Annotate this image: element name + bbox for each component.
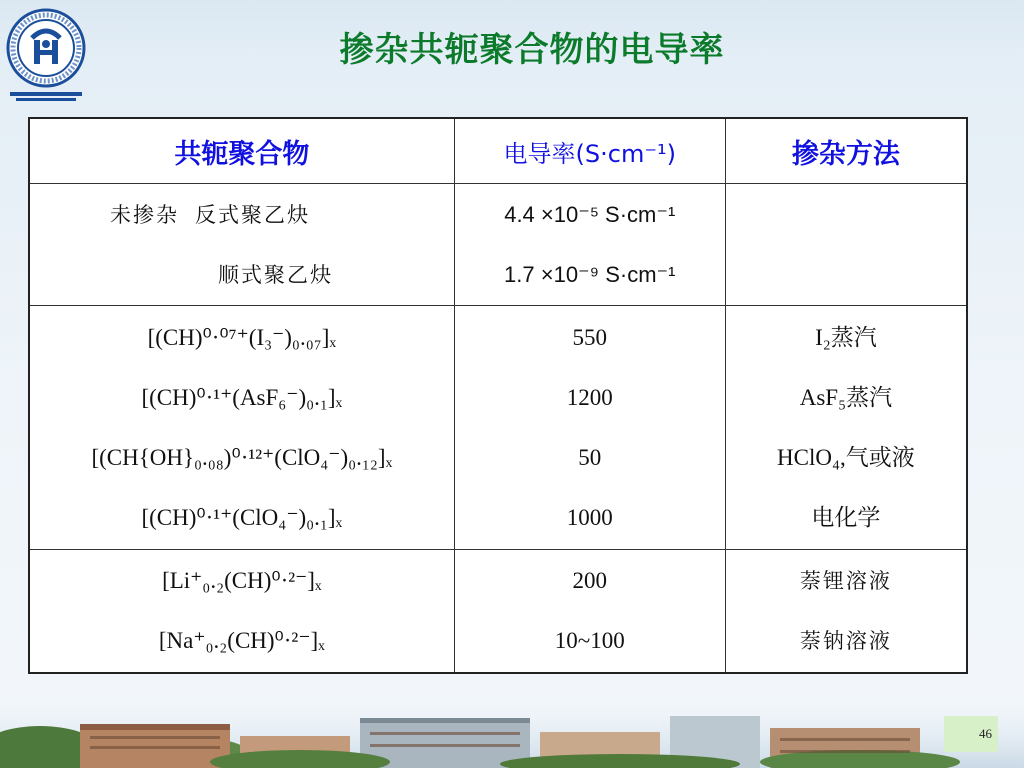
undoped-line-trans bbox=[30, 185, 454, 245]
formula-4: [(CH)⁰·¹⁺(ClO₄⁻)₀.₁]ₓ bbox=[141, 504, 343, 530]
undoped-polymer-cell bbox=[29, 184, 454, 306]
undoped-value-cell bbox=[454, 184, 725, 306]
table-row-undoped bbox=[29, 184, 967, 306]
header-method: 掺杂方法 bbox=[725, 118, 967, 184]
cis-polyacetylene: 顺式聚乙炔 bbox=[218, 262, 333, 287]
formula-1: [(CH)⁰·⁰⁷⁺(I₃⁻)₀.₀₇]ₓ bbox=[147, 324, 337, 350]
n-doped-value-cell bbox=[454, 550, 725, 673]
undoped-line-cis bbox=[30, 245, 454, 305]
formula-6: [Na⁺₀.₂(CH)⁰·²⁻]ₓ bbox=[158, 627, 325, 653]
formula-5: [Li⁺₀.₂(CH)⁰·²⁻]ₓ bbox=[162, 567, 322, 593]
value-2: 1200 bbox=[566, 384, 613, 410]
formula-3: [(CH{OH}₀.₀₈)⁰·¹²⁺(ClO₄⁻)₀.₁₂]ₓ bbox=[91, 444, 393, 470]
p-doped-formula-cell bbox=[29, 306, 454, 550]
method-4: 电化学 bbox=[811, 504, 881, 530]
campus-skyline-image bbox=[0, 688, 1024, 768]
trans-conductivity: 4.4 ×10⁻⁵ S·cm⁻¹ bbox=[504, 201, 676, 227]
method-2: AsF₅蒸汽 bbox=[799, 384, 893, 410]
page-number: 46 bbox=[944, 716, 998, 752]
header-conductivity bbox=[454, 118, 725, 184]
n-doped-formula-cell bbox=[29, 550, 454, 673]
table-header-row bbox=[29, 118, 967, 184]
header-polymer: 共轭聚合物 bbox=[29, 118, 454, 184]
method-1: I₂蒸汽 bbox=[815, 324, 877, 350]
formula-2: [(CH)⁰·¹⁺(AsF₆⁻)₀.₁]ₓ bbox=[141, 384, 343, 410]
undoped-label: 未掺杂 bbox=[110, 202, 179, 227]
p-doped-method-cell bbox=[725, 306, 967, 550]
value-6: 10~100 bbox=[554, 627, 625, 653]
method-5: 萘锂溶液 bbox=[799, 568, 892, 593]
value-4: 1000 bbox=[566, 504, 613, 530]
undoped-method-cell bbox=[725, 184, 967, 306]
header-conductivity-label: 电导率(S·cm⁻¹) bbox=[503, 139, 676, 168]
value-1: 550 bbox=[572, 324, 608, 350]
table-row-n-doped bbox=[29, 550, 967, 673]
table-row-p-doped bbox=[29, 306, 967, 550]
conductivity-table bbox=[28, 117, 968, 674]
value-3: 50 bbox=[578, 444, 602, 470]
n-doped-method-cell bbox=[725, 550, 967, 673]
method-3: HClO₄,气或液 bbox=[777, 444, 915, 470]
page-title: 掺杂共轭聚合物的电导率 bbox=[339, 30, 725, 70]
value-5: 200 bbox=[572, 567, 608, 593]
trans-polyacetylene: 反式聚乙炔 bbox=[195, 202, 310, 227]
method-6: 萘钠溶液 bbox=[799, 628, 892, 653]
p-doped-value-cell bbox=[454, 306, 725, 550]
cis-conductivity: 1.7 ×10⁻⁹ S·cm⁻¹ bbox=[504, 261, 676, 287]
